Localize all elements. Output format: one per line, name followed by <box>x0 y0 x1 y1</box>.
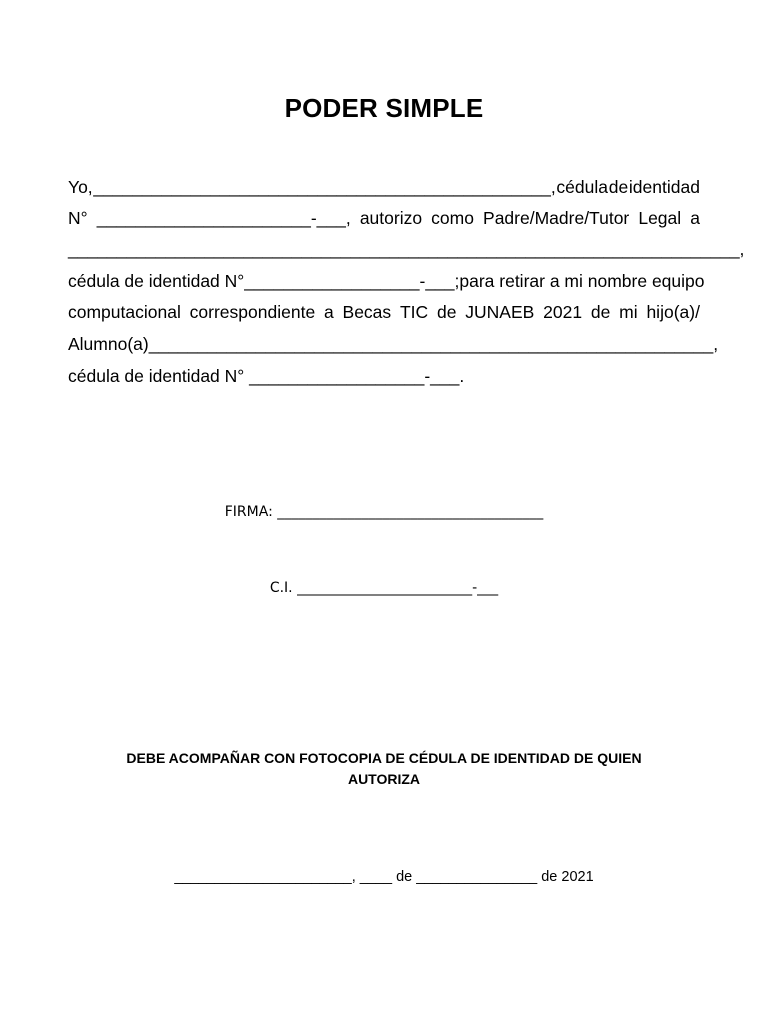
line-4-part-1: cédula de identidad N° <box>68 271 245 291</box>
notice-line-1: DEBE ACOMPAÑAR CON FOTOCOPIA DE CÉDULA DE IDENTIDAD DE QUIEN <box>126 750 642 766</box>
ci-label: C.I. <box>269 580 293 596</box>
line-1-word-1: Yo, <box>68 177 93 197</box>
line-2-word-3: autorizo <box>359 208 423 228</box>
document-title: PODER SIMPLE <box>284 93 484 123</box>
signature-firma-line <box>0 504 768 520</box>
line-4-part-3: para retirar a mi nombre equipo <box>459 271 705 291</box>
paragraph-line-5 <box>68 301 700 323</box>
line-5-word-8: 2021 <box>543 302 583 322</box>
paragraph-line-4 <box>68 270 705 292</box>
line-2-word-2: ______________________-___, <box>96 208 351 228</box>
line-5-word-5: TIC <box>399 302 429 322</box>
line-5-word-7: JUNAEB <box>465 302 535 322</box>
line-5-word-6: de <box>437 302 457 322</box>
line-2-word-6: Legal <box>638 208 682 228</box>
paragraph-line-1 <box>68 176 700 198</box>
line-5-word-2: correspondiente <box>189 302 316 322</box>
line-5-word-3: a <box>323 302 334 322</box>
ci-blank: _________________________-___ <box>297 580 499 596</box>
paragraph-line-3: _____________________________________________________________________, <box>68 239 745 259</box>
signature-ci-line <box>0 580 768 596</box>
line-2-word-1: N° <box>68 208 88 228</box>
line-2-word-5: Padre/Madre/Tutor <box>483 208 630 228</box>
line-5-word-4: Becas <box>342 302 392 322</box>
line-5-word-11: hijo(a)/ <box>646 302 700 322</box>
date-line: ______________________, ____ de _______________ de 2021 <box>174 869 594 885</box>
line-1-word-4: de <box>608 177 629 197</box>
line-5-word-9: de <box>590 302 611 322</box>
firma-label: FIRMA: <box>224 504 273 520</box>
paragraph-line-6: Alumno(a)__________________________________________________________, <box>68 334 719 354</box>
notice-line-2: AUTORIZA <box>347 771 421 787</box>
photocopy-notice <box>90 748 678 790</box>
line-1-word-5: identidad <box>628 177 700 197</box>
line-2-word-4: como <box>431 208 474 228</box>
firma-blank: ______________________________________ <box>277 504 544 520</box>
line-1-word-2: _______________________________________________, <box>93 177 556 197</box>
line-1-word-3: cédula <box>556 177 608 197</box>
paragraph-line-2 <box>68 207 700 229</box>
line-5-word-1: computacional <box>68 302 181 322</box>
line-2-word-7: a <box>690 208 700 228</box>
line-4-part-2: __________________-___; <box>244 271 460 291</box>
paragraph-line-7: cédula de identidad N° __________________-___. <box>68 366 465 386</box>
line-5-word-10: mi <box>619 302 638 322</box>
